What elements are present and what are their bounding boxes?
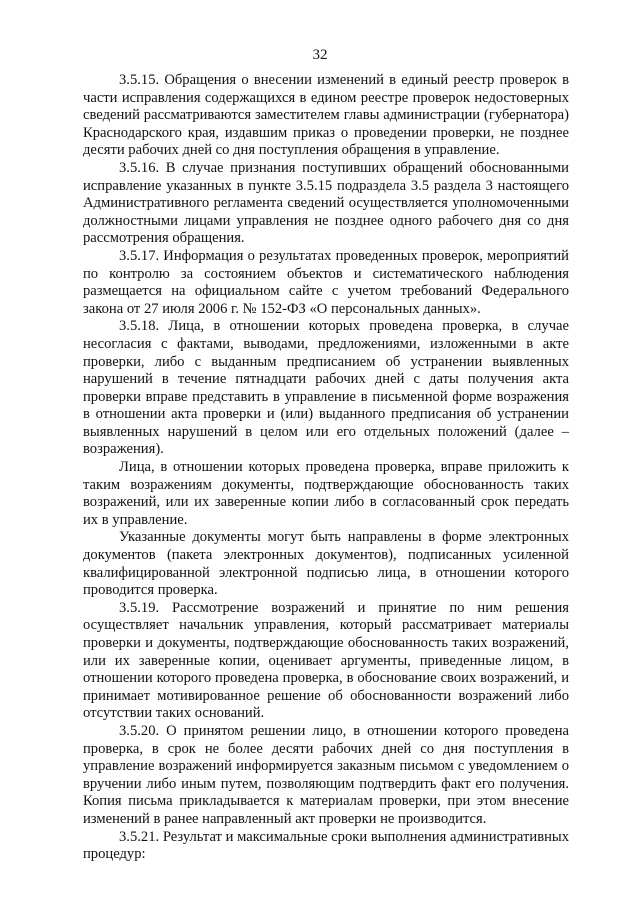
paragraph-3-5-16: 3.5.16. В случае признания поступивших обращений обоснованными исправление указанных в пункте 3.5.15 подраздела 3.5 раздела 3 настоящего Административного регламента сведений осуществляется уполномоченными должностными лицами управления не позднее одного рабочего дня со дня рассмотрения обращения. [83,159,569,247]
page-number: 32 [312,47,328,63]
paragraph-3-5-21: 3.5.21. Результат и максимальные сроки выполнения административных процедур: [83,828,569,863]
paragraph-3-5-17: 3.5.17. Информация о результатах проведенных проверок, мероприятий по контролю за состоянием объектов и систематического наблюдения размещается на официальном сайте с учетом требований Федерального закона от 27 июля 2006 г. № 152-ФЗ «О персональных данных». [83,247,569,317]
paragraph-objections-attachments: Лица, в отношении которых проведена проверка, вправе приложить к таким возражениям документы, подтверждающие обоснованность таких возражений, или их заверенные копии либо в согласованный срок передать их в управление. [83,459,569,528]
document-body [83,72,569,864]
paragraph-3-5-15: 3.5.15. Обращения о внесении изменений в единый реестр проверок в части исправления содержащихся в едином реестре проверок недостоверных сведений рассматриваются заместителем главы администрации (губернатора) Краснодарского края, издавшим приказ о проведении проверки, не позднее десяти рабочих дней со дня поступления обращения в управление. [83,72,569,159]
paragraph-electronic-documents: Указанные документы могут быть направлены в форме электронных документов (пакета электронных документов), подписанных усиленной квалифицированной электронной подписью лица, в отношении которого проводится проверка. [83,529,569,599]
paragraph-3-5-18: 3.5.18. Лица, в отношении которых проведена проверка, в случае несогласия с фактами, выводами, предложениями, изложенными в акте проверки, либо с выданным предписанием об устранении выявленных нарушений в течение пятнадцати рабочих дней с даты получения акта проверки вправе представить в управление в письменной форме возражения в отношении акта проверки и (или) выданного предписания об устранении выявленных нарушений в целом или его отдельных положений (далее – возражения). [83,318,569,458]
paragraph-3-5-19: 3.5.19. Рассмотрение возражений и принятие по ним решения осуществляет начальник управления, который рассматривает материалы проверки и документы, подтверждающие обоснованность таких возражений, или их заверенные копии, оценивает аргументы, приведенные лицом, в отношении которого проведена проверка, в обоснование своих возражений, и принимает мотивированное решение об обоснованности возражений либо отсутствии таких оснований. [83,599,569,722]
paragraph-3-5-20: 3.5.20. О принятом решении лицо, в отношении которого проведена проверка, в срок не более десяти рабочих дней со дня поступления в управление возражений информируется заказным письмом с уведомлением о вручении либо иным путем, позволяющим подтвердить факт его получения. Копия письма прикладывается к материалам проверки, при этом внесение изменений в ранее направленный акт проверки не производится. [83,722,569,827]
